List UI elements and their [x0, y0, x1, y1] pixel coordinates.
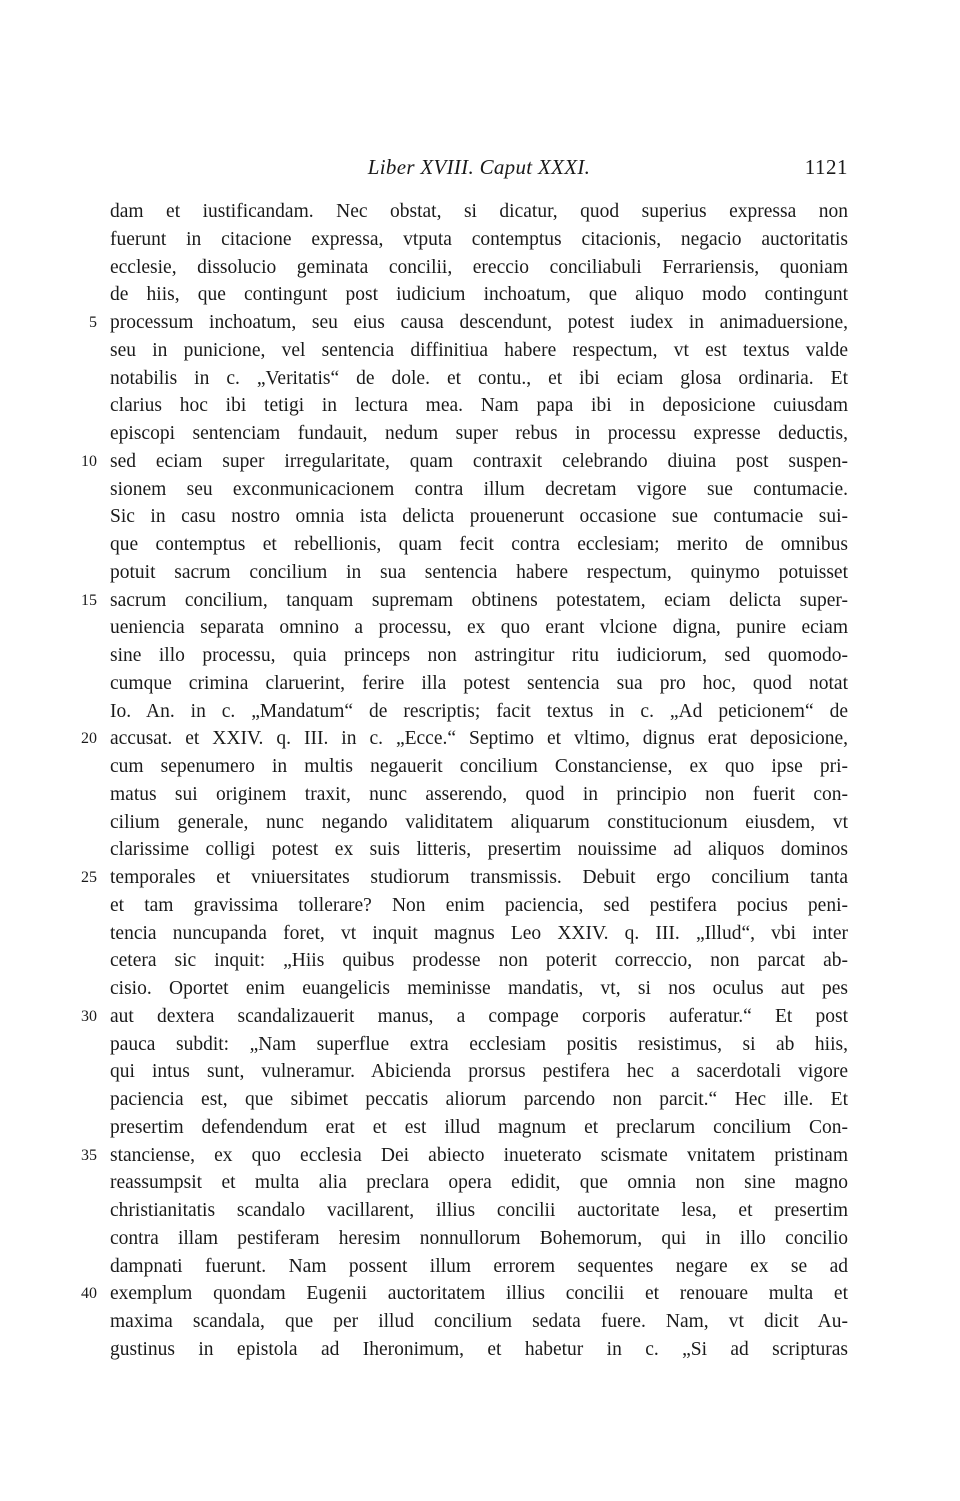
text-line — [110, 698, 848, 726]
text-line — [110, 947, 848, 975]
text-line — [110, 559, 848, 587]
line-text: que contemptus et rebellionis, quam fecit contra ecclesiam; merito de omnibus — [110, 534, 848, 555]
line-text: maxima scandala, que per illud concilium sedata fuere. Nam, vt dicit Au- — [110, 1311, 848, 1332]
text-line — [110, 198, 848, 226]
line-text: dampnati fuerunt. Nam possent illum errorem sequentes negare ex se ad — [110, 1255, 848, 1277]
line-text: Sic in casu nostro omnia ista delicta prouenerunt occasione sue contumacie sui- — [110, 506, 848, 528]
line-text: sacrum concilium, tanquam supremam obtinens potestatem, eciam delicta super- — [110, 589, 848, 611]
line-text: gustinus in epistola ad Iheronimum, et habetur in c. „Si ad scripturas — [110, 1338, 848, 1360]
line-text: tencia nuncupanda foret, vt inquit magnus Leo XXIV. q. III. „Illud“, vbi inter — [110, 922, 848, 944]
line-text: ecclesie, dissolucio geminata concilii, ereccio conciliabuli Ferrariensis, quoniam — [110, 256, 848, 278]
text-line — [110, 1308, 848, 1336]
text-line — [110, 753, 848, 781]
line-text: reassumpsit et multa alia preclara opera edidit, que omnia non sine magno — [110, 1172, 848, 1194]
line-text: christianitatis scandalo vacillarent, illius concilii auctoritate lesa, et presertim — [110, 1200, 848, 1221]
text-line — [110, 642, 848, 670]
line-text: notabilis in c. „Veritatis“ de dole. et contu., et ibi eciam glosa ordinaria. Et — [110, 367, 848, 389]
line-number: 40 — [81, 1285, 97, 1303]
line-text: sed eciam super irregularitate, quam contraxit celebrando diuina post suspen- — [110, 450, 848, 472]
line-text: sine illo processu, quia princeps non astringitur ritu iudiciorum, sed quomodo- — [110, 645, 848, 666]
text-line — [110, 226, 848, 254]
line-text: de hiis, que contingunt post iudicium inchoatum, que aliquo modo contingunt — [110, 284, 848, 306]
text-line — [110, 1031, 848, 1059]
text-line — [81, 587, 848, 615]
text-line — [110, 281, 848, 309]
line-number: 25 — [81, 869, 97, 886]
line-text: ueniencia separata omnino a processu, ex quo erant vlcione digna, punire eciam — [110, 617, 848, 639]
line-text: processum inchoatum, seu eius causa descendunt, potest iudex in animaduersione, — [110, 312, 848, 333]
line-text: pauca subdit: „Nam superflue extra ecclesiam positis resistimus, si ab hiis, — [110, 1033, 848, 1055]
text-line — [89, 309, 848, 337]
line-text: exemplum quondam Eugenii auctoritatem illius concilii et renouare multa et — [110, 1283, 848, 1305]
line-text: clarius hoc ibi tetigi in lectura mea. Nam papa ibi in deposicione cuiusdam — [110, 395, 848, 417]
text-line — [81, 448, 848, 476]
text-line — [110, 670, 848, 698]
line-text: sionem seu exconmunicacionem contra illum decretam vigore sue contumacie. — [110, 478, 848, 500]
text-line — [110, 392, 848, 420]
text-line — [110, 531, 848, 559]
text-line — [110, 1114, 848, 1142]
text-line — [110, 337, 848, 365]
text-line — [81, 864, 848, 892]
text-line — [110, 809, 848, 837]
line-text: temporales et vniuersitates studiorum transmissis. Debuit ergo concilium tanta — [110, 867, 848, 888]
line-text: accusat. et XXIV. q. III. in c. „Ecce.“ Septimo et vltimo, dignus erat deposicione, — [110, 728, 848, 750]
line-number: 5 — [89, 314, 97, 331]
line-text: aut dextera scandalizauerit manus, a compage corporis auferatur.“ Et post — [110, 1005, 848, 1027]
line-text: cum sepenumero in multis negauerit concilium Constanciense, ex quo ipse pri- — [110, 756, 848, 777]
text-line — [110, 365, 848, 393]
text-line — [110, 503, 848, 531]
text-line — [81, 1142, 848, 1170]
text-line — [110, 1169, 848, 1197]
text-line — [110, 1336, 848, 1364]
line-text: matus sui originem traxit, nunc asserendo, quod in principio non fuerit con- — [110, 783, 848, 805]
line-number: 20 — [81, 730, 97, 748]
line-text: presertim defendendum erat et est illud magnum et preclarum concilium Con- — [110, 1116, 848, 1138]
body-text — [81, 198, 848, 1364]
line-text: qui intus sunt, vulneramur. Abicienda prorsus pestifera hec a sacerdotali vigore — [110, 1061, 848, 1083]
line-number: 30 — [81, 1007, 97, 1025]
line-number: 10 — [81, 452, 97, 470]
text-line — [110, 892, 848, 920]
line-number: 15 — [81, 591, 97, 609]
running-head — [110, 155, 848, 185]
text-line — [81, 1280, 848, 1308]
line-text: clarissime colligi potest ex suis litteris, presertim nouissime ad aliquos dominos — [110, 839, 848, 861]
text-line — [110, 476, 848, 504]
text-line — [110, 1253, 848, 1281]
running-title: Liber XVIII. Caput XXXI. — [367, 155, 591, 179]
text-line — [110, 920, 848, 948]
text-line — [110, 781, 848, 809]
text-line — [110, 975, 848, 1003]
line-text: paciencia est, que sibimet peccatis aliorum parcendo non parcit.“ Hec ille. Et — [110, 1089, 848, 1110]
line-text: seu in punicione, vel sentencia diffinitiua habere respectum, vt est textus valde — [110, 339, 848, 361]
line-text: fuerunt in citacione expressa, vtputa contemptus citacionis, negacio auctoritatis — [110, 228, 848, 250]
line-text: episcopi sentenciam fundauit, nedum super rebus in processu expresse deductis, — [110, 423, 848, 444]
text-line — [81, 1003, 848, 1031]
line-text: cisio. Oportet enim euangelicis meminisse mandatis, vt, si nos oculus aut pes — [110, 978, 848, 999]
text-line — [110, 254, 848, 282]
line-text: cumque crimina claruerint, ferire illa potest sentencia sua pro hoc, quod notat — [110, 672, 848, 694]
text-line — [81, 725, 848, 753]
line-text: potuit sacrum concilium in sua sentencia habere respectum, quinymo potuisset — [110, 561, 848, 583]
line-number: 35 — [81, 1146, 97, 1164]
line-text: cetera sic inquit: „Hiis quibus prodesse non poterit correccio, non parcat ab- — [110, 950, 848, 972]
page-number: 1121 — [804, 155, 848, 179]
text-line — [110, 614, 848, 642]
text-line — [110, 1058, 848, 1086]
text-line — [110, 1086, 848, 1114]
line-text: et tam gravissima tollerare? Non enim paciencia, sed pestifera pocius peni- — [110, 894, 848, 916]
text-line — [110, 1225, 848, 1253]
line-text: dam et iustificandam. Nec obstat, si dicatur, quod superius expressa non — [110, 201, 848, 222]
line-text: contra illam pestiferam heresim nonnullorum Bohemorum, qui in illo concilio — [110, 1227, 848, 1249]
line-text: cilium generale, nunc negando validitatem aliquarum constitucionum eiusdem, vt — [110, 811, 848, 833]
line-text: stanciense, ex quo ecclesia Dei abiecto inueterato scismate vnitatem pristinam — [110, 1144, 848, 1166]
text-line — [110, 420, 848, 448]
text-line — [110, 1197, 848, 1225]
text-line — [110, 836, 848, 864]
line-text: Io. An. in c. „Mandatum“ de rescriptis; facit textus in c. „Ad peticionem“ de — [110, 700, 848, 722]
